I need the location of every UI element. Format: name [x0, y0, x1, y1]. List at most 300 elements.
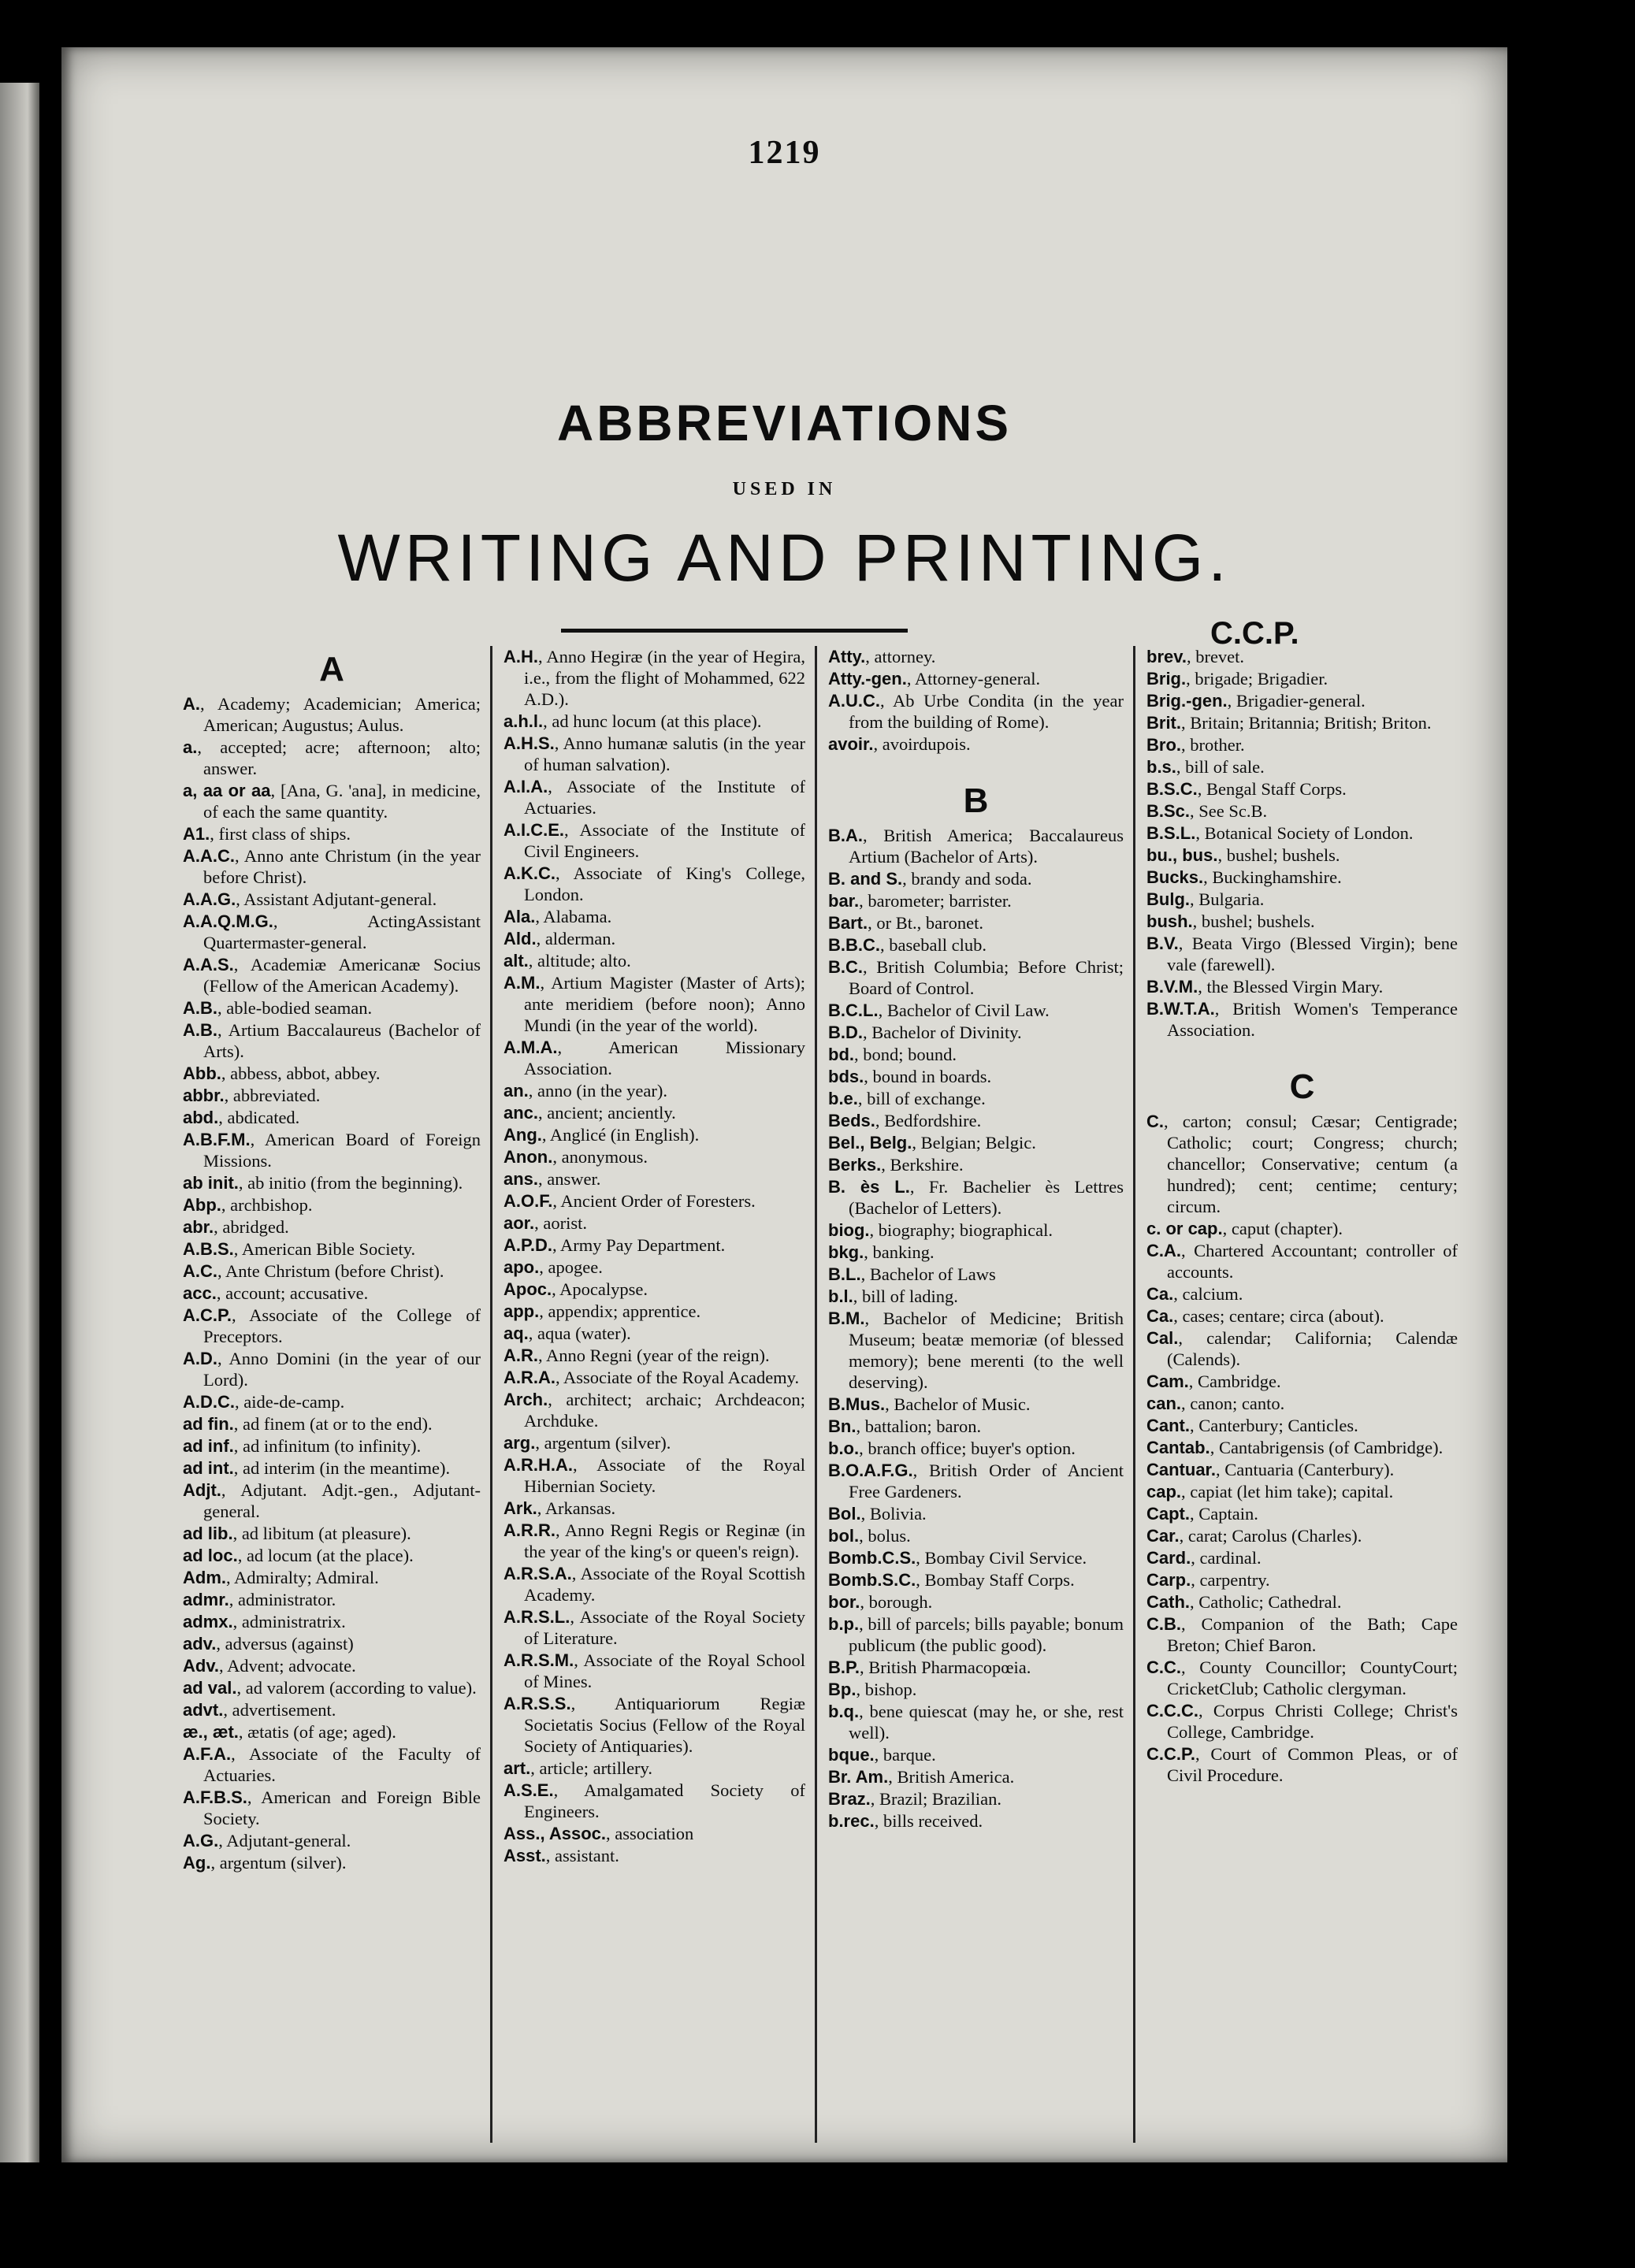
abbreviation-definition: Anno Regni (year of the reign). [546, 1346, 770, 1365]
abbreviation-term: a, aa or aa [183, 781, 271, 800]
abbreviation-entry: A.K.C., Associate of King's College, London. [504, 863, 806, 904]
abbreviation-definition: Bengal Staff Corps. [1206, 779, 1347, 799]
abbreviation-entry: A.O.F., Ancient Order of Foresters. [504, 1191, 756, 1211]
abbreviation-entry: B.A., British America; Baccalaureus Artium (Bachelor of Arts). [828, 826, 1124, 867]
abbreviation-term: B.S.C. [1146, 779, 1198, 799]
abbreviation-entry: Bulg., Bulgaria. [1146, 889, 1265, 909]
abbreviation-definition: British Pharmacopœia. [868, 1657, 1031, 1677]
abbreviation-definition: first class of ships. [218, 824, 351, 844]
abbreviation-definition: article; artillery. [539, 1758, 652, 1778]
abbreviation-term: a. [183, 737, 198, 757]
abbreviation-term: Brig.-gen. [1146, 691, 1228, 711]
abbreviation-definition: Corpus Christi College; Christ's College, Cambridge. [1167, 1701, 1458, 1742]
abbreviation-entry: B.S.L., Botanical Society of London. [1146, 823, 1414, 843]
abbreviation-entry: B.B.C., baseball club. [828, 935, 987, 955]
abbreviation-term: aor. [504, 1213, 535, 1233]
abbreviation-entry: Beds., Bedfordshire. [828, 1111, 982, 1130]
abbreviation-entry: Bn., battalion; baron. [828, 1416, 982, 1436]
abbreviation-definition: Bolivia. [869, 1504, 927, 1524]
abbreviation-definition: Ancient Order of Foresters. [560, 1191, 756, 1211]
abbreviation-term: B.A. [828, 826, 863, 845]
abbreviation-definition: Associate of the Royal Scottish Academy. [524, 1564, 805, 1605]
abbreviation-definition: bill of parcels; bills payable; bonum publicum (the public good). [849, 1614, 1124, 1655]
abbreviation-definition: Anno ante Christum (in the year before Christ). [203, 846, 481, 887]
abbreviation-term: A.I.C.E. [504, 820, 565, 840]
abbreviation-definition: account; accusative. [225, 1283, 369, 1303]
abbreviation-definition: carton; consul; Cæsar; Centigrade; Catholic; court; Congress; church; chancellor; Conservative; centum (a hundred); cent; centime; century; circum. [1167, 1112, 1458, 1216]
abbreviation-entry: Card., cardinal. [1146, 1548, 1262, 1568]
abbreviation-term: A.U.C. [828, 691, 880, 711]
abbreviation-term: A.K.C. [504, 863, 556, 883]
abbreviation-entry: abd., abdicated. [183, 1108, 300, 1127]
abbreviation-term: A.A.Q.M.G. [183, 911, 273, 931]
title-abbreviations: ABBREVIATIONS [556, 395, 1013, 451]
abbreviation-entry: A.G., Adjutant-general. [183, 1831, 351, 1850]
abbreviation-definition: adversus (against) [225, 1634, 354, 1654]
abbreviation-term: avoir. [828, 734, 874, 754]
abbreviation-entry: C.A., Chartered Accountant; controller of accounts. [1146, 1241, 1458, 1282]
abbreviation-definition: Anglicé (in English). [549, 1125, 700, 1145]
abbreviation-term: b.q. [828, 1702, 860, 1721]
abbreviation-term: Berks. [828, 1155, 882, 1175]
entry-list [1146, 1111, 1458, 1786]
abbreviation-definition: brigade; Brigadier. [1195, 669, 1328, 689]
abbreviation-entry: bque., barque. [828, 1745, 936, 1765]
abbreviation-definition: Associate of the Institute of Actuaries. [524, 777, 805, 818]
abbreviation-term: ad loc. [183, 1546, 238, 1565]
abbreviation-entry: Bp., bishop. [828, 1680, 917, 1699]
abbreviation-term: A.R.S.S. [504, 1694, 571, 1713]
abbreviation-entry: A.A.G., Assistant Adjutant-general. [183, 889, 437, 909]
abbreviation-term: ad int. [183, 1458, 234, 1478]
abbreviation-definition: Beata Virgo (Blessed Virgin); bene vale (farewell). [1167, 934, 1458, 974]
abbreviation-term: B.C.L. [828, 1000, 879, 1020]
abbreviation-entry: abr., abridged. [183, 1217, 289, 1237]
abbreviation-term: Braz. [828, 1789, 871, 1809]
abbreviation-term: Carp. [1146, 1570, 1191, 1590]
abbreviation-entry: b.rec., bills received. [828, 1811, 983, 1831]
abbreviation-entry: B.Sc., See Sc.B. [1146, 801, 1268, 821]
abbreviation-term: Bp. [828, 1680, 857, 1699]
abbreviation-entry: a.h.l., ad hunc locum (at this place). [504, 711, 762, 731]
abbreviation-entry: B. and S., brandy and soda. [828, 869, 1032, 889]
abbreviation-entry: bush., bushel; bushels. [1146, 911, 1315, 931]
abbreviation-term: A.I.A. [504, 777, 548, 796]
abbreviation-entry: Bro., brother. [1146, 735, 1245, 755]
abbreviation-entry: brev., brevet. [1146, 647, 1245, 666]
abbreviation-term: B.Mus. [828, 1394, 886, 1414]
abbreviation-definition: bushel; bushels. [1226, 845, 1340, 865]
abbreviation-term: Bol. [828, 1504, 861, 1524]
abbreviation-term: C.C.P. [1146, 1744, 1195, 1764]
abbreviation-entry: b.l., bill of lading. [828, 1286, 958, 1306]
abbreviation-term: b.p. [828, 1614, 860, 1634]
abbreviation-entry: aor., aorist. [504, 1213, 588, 1233]
abbreviation-entry: ad int., ad interim (in the meantime). [183, 1458, 451, 1478]
abbreviation-definition: Buckinghamshire. [1212, 867, 1342, 887]
page-number: 1219 [748, 135, 821, 171]
entry-list [183, 693, 481, 1873]
abbreviation-definition: Botanical Society of London. [1204, 823, 1414, 843]
abbreviation-entry: A.A.C., Anno ante Christum (in the year before Christ). [183, 846, 481, 887]
abbreviation-entry: Ca., calcium. [1146, 1284, 1243, 1304]
abbreviation-entry: A.R., Anno Regni (year of the reign). [504, 1346, 770, 1365]
abbreviation-definition: anonymous. [561, 1147, 648, 1167]
abbreviation-definition: calcium. [1182, 1284, 1243, 1304]
abbreviation-entry: A.S.E., Amalgamated Society of Engineers. [504, 1780, 805, 1821]
abbreviation-entry: art., article; artillery. [504, 1758, 652, 1778]
abbreviation-definition: carpentry. [1199, 1570, 1270, 1590]
abbreviation-entry: Apoc., Apocalypse. [504, 1279, 648, 1299]
abbreviation-term: bol. [828, 1526, 860, 1546]
abbreviation-term: aq. [504, 1323, 529, 1343]
abbreviation-definition: architect; archaic; Archdeacon; Archduke. [524, 1390, 805, 1431]
abbreviation-term: A.O.F. [504, 1191, 553, 1211]
abbreviation-term: bush. [1146, 911, 1193, 931]
abbreviation-entry: A.R.S.L., Associate of the Royal Society of Literature. [504, 1607, 805, 1648]
abbreviation-term: ab init. [183, 1173, 239, 1193]
abbreviation-definition: bill of exchange. [867, 1089, 986, 1108]
abbreviation-definition: ad interim (in the meantime). [243, 1458, 451, 1478]
abbreviation-entry: can., canon; canto. [1146, 1394, 1285, 1413]
abbreviation-entry: A.R.S.S., Antiquariorum Regiæ Societatis Socius (Fellow of the Royal Society of Antiquaries). [504, 1694, 806, 1756]
abbreviation-entry: adv., adversus (against) [183, 1634, 354, 1654]
abbreviation-entry: A.H.S., Anno humanæ salutis (in the year of human salvation). [504, 733, 805, 774]
abbreviation-definition: abbess, abbot, abbey. [230, 1063, 381, 1083]
abbreviation-entry: biog., biography; biographical. [828, 1220, 1053, 1240]
abbreviation-definition: Canterbury; Canticles. [1198, 1416, 1358, 1435]
abbreviation-entry: Atty., attorney. [828, 647, 936, 666]
abbreviation-term: Anon. [504, 1147, 553, 1167]
abbreviation-definition: cases; centare; circa (about). [1182, 1306, 1384, 1326]
abbreviation-definition: Associate of the Faculty of Actuaries. [203, 1744, 481, 1785]
abbreviation-term: Bn. [828, 1416, 857, 1436]
abbreviation-definition: Bachelor of Laws [869, 1264, 996, 1284]
abbreviation-term: art. [504, 1758, 531, 1778]
abbreviation-term: an. [504, 1081, 529, 1101]
abbreviation-definition: bond; bound. [863, 1045, 957, 1064]
abbreviation-definition: argentum (silver). [219, 1853, 347, 1873]
section-heading-c: C [1289, 1067, 1315, 1106]
abbreviation-definition: Anno Regni Regis or Reginæ (in the year of the king's or queen's reign). [524, 1520, 805, 1561]
abbreviation-entry: A.I.A., Associate of the Institute of Actuaries. [504, 777, 805, 818]
abbreviation-term: bque. [828, 1745, 875, 1765]
abbreviation-definition: banking. [872, 1242, 935, 1262]
abbreviation-definition: Associate of the Royal Hibernian Society. [524, 1455, 806, 1496]
abbreviation-definition: bolus. [868, 1526, 911, 1546]
abbreviation-definition: American Bible Society. [241, 1239, 416, 1259]
abbreviation-term: A.R.S.L. [504, 1607, 570, 1627]
abbreviation-term: Atty.-gen. [828, 669, 907, 689]
abbreviation-term: Bel., Belg. [828, 1133, 912, 1153]
abbreviation-definition: Adjutant-general. [226, 1831, 351, 1850]
abbreviation-entry: A.R.S.M., Associate of the Royal School of Mines. [504, 1650, 806, 1691]
abbreviation-definition: association [615, 1824, 694, 1843]
abbreviation-entry: B.S.C., Bengal Staff Corps. [1146, 779, 1347, 799]
book-page [61, 47, 1507, 2162]
abbreviation-entry: b.p., bill of parcels; bills payable; bonum publicum (the public good). [828, 1614, 1124, 1655]
abbreviation-term: acc. [183, 1283, 217, 1303]
abbreviation-entry: Capt., Captain. [1146, 1504, 1258, 1524]
abbreviation-term: Car. [1146, 1526, 1180, 1546]
abbreviation-definition: aqua (water). [537, 1323, 631, 1343]
abbreviation-term: A.M. [504, 973, 541, 993]
abbreviation-term: C.B. [1146, 1614, 1181, 1634]
abbreviation-definition: bishop. [864, 1680, 917, 1699]
abbreviation-term: can. [1146, 1394, 1182, 1413]
abbreviation-term: b.s. [1146, 757, 1176, 777]
abbreviation-term: Apoc. [504, 1279, 552, 1299]
abbreviation-entry: B. ès L., Fr. Bachelier ès Lettres (Bachelor of Letters). [828, 1177, 1124, 1218]
abbreviation-term: A.D.C. [183, 1392, 235, 1412]
abbreviation-term: Bro. [1146, 735, 1181, 755]
abbreviation-entry: Anon., anonymous. [504, 1147, 648, 1167]
abbreviation-entry: Cal., calendar; California; Calendæ (Calends). [1146, 1328, 1458, 1369]
abbreviation-definition: Associate of the Royal School of Mines. [524, 1650, 806, 1691]
abbreviation-entry: B.M., Bachelor of Medicine; British Museum; beatæ memoriæ (of blessed memory); bene merenti (to the well deserving). [828, 1308, 1124, 1392]
abbreviation-term: Ass., Assoc. [504, 1824, 607, 1843]
abbreviation-definition: biography; biographical. [878, 1220, 1053, 1240]
abbreviation-entry: Bel., Belg., Belgian; Belgic. [828, 1133, 1036, 1153]
abbreviation-term: B. ès L. [828, 1177, 910, 1197]
abbreviation-definition: Associate of King's College, London. [524, 863, 806, 904]
abbreviation-term: biog. [828, 1220, 870, 1240]
abbreviation-term: æ., æt. [183, 1722, 239, 1742]
abbreviation-entry: alt., altitude; alto. [504, 951, 631, 971]
abbreviation-entry: Bucks., Buckinghamshire. [1146, 867, 1342, 887]
abbreviation-definition: Cambridge. [1198, 1372, 1281, 1391]
abbreviation-definition: Academiæ Americanæ Socius (Fellow of the American Academy). [203, 955, 481, 996]
abbreviation-definition: Bulgaria. [1198, 889, 1265, 909]
abbreviation-definition: Captain. [1198, 1504, 1258, 1524]
abbreviation-term: app. [504, 1301, 540, 1321]
abbreviation-definition: ætatis (of age; aged). [247, 1722, 396, 1742]
abbreviation-term: A.H. [504, 647, 538, 666]
abbreviation-term: abbr. [183, 1086, 225, 1105]
abbreviation-entry: Carp., carpentry. [1146, 1570, 1270, 1590]
entry-list [1146, 646, 1458, 1041]
abbreviation-definition: brother. [1190, 735, 1245, 755]
abbreviation-term: A. [183, 694, 200, 714]
abbreviation-entry: arg., argentum (silver). [504, 1433, 671, 1453]
abbreviation-definition: Cantabrigensis (of Cambridge). [1218, 1438, 1444, 1457]
abbreviation-entry: Cath., Catholic; Cathedral. [1146, 1592, 1342, 1612]
abbreviation-term: Brit. [1146, 713, 1181, 733]
abbreviation-term: C.A. [1146, 1241, 1181, 1260]
abbreviation-entry: abbr., abbreviated. [183, 1086, 321, 1105]
abbreviation-term: Adm. [183, 1568, 226, 1587]
abbreviation-definition: Adjutant. Adjt.-gen., Adjutant-general. [203, 1480, 481, 1521]
abbreviation-definition: Bedfordshire. [884, 1111, 982, 1130]
abbreviation-term: Brig. [1146, 669, 1187, 689]
abbreviation-definition: Bachelor of Civil Law. [886, 1000, 1050, 1020]
abbreviation-term: C.C. [1146, 1657, 1181, 1677]
abbreviation-definition: British America; Baccalaureus Artium (Bachelor of Arts). [849, 826, 1124, 867]
abbreviation-definition: argentum (silver). [544, 1433, 671, 1453]
abbreviation-definition: Berkshire. [890, 1155, 964, 1175]
abbreviation-entry: Adv., Advent; advocate. [183, 1656, 356, 1676]
abbreviation-definition: ad locum (at the place). [246, 1546, 414, 1565]
abbreviation-definition: attorney. [874, 647, 936, 666]
abbreviation-entry: B.V.M., the Blessed Virgin Mary. [1146, 977, 1384, 997]
abbreviation-entry: c. or cap., caput (chapter). [1146, 1219, 1343, 1238]
abbreviation-definition: Associate of the Royal Academy. [563, 1368, 800, 1387]
abbreviation-term: A.C.P. [183, 1305, 232, 1325]
abbreviation-entry: cap., capiat (let him take); capital. [1146, 1482, 1394, 1501]
abbreviation-definition: Companion of the Bath; Cape Breton; Chief Baron. [1167, 1614, 1458, 1655]
abbreviation-term: bor. [828, 1592, 860, 1612]
abbreviation-definition: Catholic; Cathedral. [1198, 1592, 1342, 1612]
abbreviation-term: A.R.S.A. [504, 1564, 572, 1583]
abbreviation-entry: aq., aqua (water). [504, 1323, 631, 1343]
abbreviation-definition: bill of sale. [1185, 757, 1265, 777]
abbreviation-entry: b.q., bene quiescat (may he, or she, rest well). [828, 1702, 1124, 1743]
abbreviation-definition: Arkansas. [544, 1498, 616, 1518]
abbreviation-term: Ca. [1146, 1306, 1174, 1326]
abbreviation-entry: an., anno (in the year). [504, 1081, 667, 1101]
abbreviation-entry: A.R.S.A., Associate of the Royal Scottish Academy. [504, 1564, 805, 1605]
abbreviation-term: C.C.C. [1146, 1701, 1198, 1720]
abbreviation-term: admx. [183, 1612, 233, 1631]
abbreviation-definition: Advent; advocate. [227, 1656, 356, 1676]
abbreviation-definition: brevet. [1195, 647, 1245, 666]
abbreviation-definition: British Order of Ancient Free Gardeners. [849, 1461, 1124, 1501]
abbreviation-definition: aorist. [543, 1213, 588, 1233]
abbreviation-term: B.O.A.F.G. [828, 1461, 913, 1480]
abbreviation-term: advt. [183, 1700, 224, 1720]
abbreviation-term: Ala. [504, 907, 536, 926]
abbreviation-term: adv. [183, 1634, 217, 1654]
abbreviation-entry: B.L., Bachelor of Laws [828, 1264, 996, 1284]
abbreviation-entry: anc., ancient; anciently. [504, 1103, 676, 1123]
abbreviation-entry: B.D., Bachelor of Divinity. [828, 1023, 1022, 1042]
title-writing-and-printing: WRITING AND PRINTING. [337, 521, 1232, 595]
abbreviation-term: Adv. [183, 1656, 220, 1676]
abbreviation-entry: A.P.D., Army Pay Department. [504, 1235, 726, 1255]
signature-mark: C.C.P. [1210, 616, 1299, 651]
entry-list [504, 646, 805, 1866]
abbreviation-definition: British Women's Temperance Association. [1167, 999, 1458, 1040]
abbreviation-definition: Artium Magister (Master of Arts); ante meridiem (before noon); Anno Mundi (in the year of the world). [524, 973, 805, 1035]
abbreviation-definition: See Sc.B. [1198, 801, 1268, 821]
abbreviation-entry: Bol., Bolivia. [828, 1504, 927, 1524]
abbreviation-definition: brandy and soda. [911, 869, 1032, 889]
abbreviation-entry: A.D.C., aide-de-camp. [183, 1392, 345, 1412]
abbreviation-definition: bill of lading. [862, 1286, 958, 1306]
entry-list [828, 646, 1124, 755]
abbreviation-definition: apogee. [548, 1257, 603, 1277]
abbreviation-term: Ald. [504, 929, 537, 948]
abbreviation-entry: b.s., bill of sale. [1146, 757, 1265, 777]
column-1 [172, 646, 487, 2143]
entry-list [828, 825, 1124, 1832]
abbreviation-definition: Bombay Civil Service. [924, 1548, 1087, 1568]
abbreviation-definition: Artium Baccalaureus (Bachelor of Arts). [203, 1020, 481, 1061]
abbreviation-definition: appendix; apprentice. [548, 1301, 701, 1321]
abbreviation-definition: ad valorem (according to value). [245, 1678, 477, 1698]
abbreviation-term: Cant. [1146, 1416, 1190, 1435]
abbreviation-term: abd. [183, 1108, 219, 1127]
abbreviation-definition: accepted; acre; afternoon; alto; answer. [203, 737, 481, 778]
abbreviation-definition: Army Pay Department. [559, 1235, 726, 1255]
abbreviation-entry: A.A.S., Academiæ Americanæ Socius (Fellow of the American Academy). [183, 955, 481, 996]
abbreviation-term: Adjt. [183, 1480, 221, 1500]
abbreviation-term: Arch. [504, 1390, 548, 1409]
abbreviation-entry: Ca., cases; centare; circa (about). [1146, 1306, 1384, 1326]
abbreviation-entry: A.B.F.M., American Board of Foreign Missions. [183, 1130, 481, 1171]
abbreviation-definition: Associate of the Royal Society of Literature. [524, 1607, 805, 1648]
abbreviation-term: A.C. [183, 1261, 217, 1281]
abbreviation-term: Ca. [1146, 1284, 1174, 1304]
abbreviation-entry: A.F.B.S., American and Foreign Bible Society. [183, 1787, 481, 1828]
abbreviation-term: Bomb.C.S. [828, 1548, 916, 1568]
abbreviation-term: A.H.S. [504, 733, 555, 753]
abbreviation-definition: Bachelor of Medicine; British Museum; beatæ memoriæ (of blessed memory); bene merenti (to the well deserving). [849, 1308, 1124, 1392]
abbreviation-definition: aide-de-camp. [243, 1392, 345, 1412]
abbreviation-term: A.G. [183, 1831, 219, 1850]
title-rule [561, 629, 908, 633]
abbreviation-entry: advt., advertisement. [183, 1700, 336, 1720]
abbreviation-term: ad inf. [183, 1436, 234, 1456]
abbreviation-term: apo. [504, 1257, 540, 1277]
abbreviation-term: Bulg. [1146, 889, 1190, 909]
abbreviation-term: A.B. [183, 1020, 217, 1040]
abbreviation-term: b.rec. [828, 1811, 875, 1831]
abbreviation-entry: bds., bound in boards. [828, 1067, 992, 1086]
abbreviation-entry: admr., administrator. [183, 1590, 336, 1609]
abbreviation-definition: Ante Christum (before Christ). [225, 1261, 444, 1281]
abbreviation-definition: canon; canto. [1190, 1394, 1285, 1413]
abbreviation-entry: a, aa or aa, [Ana, G. 'ana], in medicine, of each the same quantity. [183, 781, 481, 822]
abbreviation-term: bds. [828, 1067, 864, 1086]
abbreviation-entry: A.B., able-bodied seaman. [183, 998, 373, 1018]
abbreviation-definition: borough. [868, 1592, 933, 1612]
abbreviation-entry: C.C., County Councillor; CountyCourt; CricketClub; Catholic clergyman. [1146, 1657, 1458, 1698]
abbreviation-term: Cantuar. [1146, 1460, 1217, 1479]
abbreviation-entry: A.M., Artium Magister (Master of Arts); ante meridiem (before noon); Anno Mundi (in the year of the world). [504, 973, 805, 1035]
abbreviation-entry: Brit., Britain; Britannia; British; Briton. [1146, 713, 1432, 733]
abbreviation-definition: Anno humanæ salutis (in the year of human salvation). [524, 733, 805, 774]
abbreviation-entry: A.R.A., Associate of the Royal Academy. [504, 1368, 800, 1387]
abbreviation-term: Br. Am. [828, 1767, 889, 1787]
abbreviation-entry: ad inf., ad infinitum (to infinity). [183, 1436, 422, 1456]
abbreviation-definition: Brigadier-general. [1236, 691, 1366, 711]
abbreviation-definition: Chartered Accountant; controller of accounts. [1167, 1241, 1458, 1282]
abbreviation-definition: bushel; bushels. [1201, 911, 1315, 931]
abbreviation-definition: Associate of the College of Preceptors. [203, 1305, 481, 1346]
abbreviation-entry: b.e., bill of exchange. [828, 1089, 986, 1108]
abbreviation-entry: ad val., ad valorem (according to value). [183, 1678, 477, 1698]
abbreviation-entry: Bart., or Bt., baronet. [828, 913, 983, 933]
abbreviation-entry: Braz., Brazil; Brazilian. [828, 1789, 1001, 1809]
abbreviation-entry: A.H., Anno Hegiræ (in the year of Hegira, i.e., from the flight of Mohammed, 622 A.D.). [504, 647, 805, 709]
abbreviation-entry: bol., bolus. [828, 1526, 911, 1546]
abbreviation-definition: Fr. Bachelier ès Lettres (Bachelor of Letters). [849, 1177, 1124, 1218]
abbreviation-entry: bd., bond; bound. [828, 1045, 957, 1064]
abbreviation-entry: C.C.C., Corpus Christi College; Christ's College, Cambridge. [1146, 1701, 1458, 1742]
abbreviation-entry: C.C.P., Court of Common Pleas, or of Civil Procedure. [1146, 1744, 1458, 1785]
abbreviation-definition: Antiquariorum Regiæ Societatis Socius (Fellow of the Royal Society of Antiquaries). [524, 1694, 806, 1756]
abbreviation-definition: Brazil; Brazilian. [879, 1789, 1001, 1809]
abbreviation-definition: Attorney-general. [914, 669, 1041, 689]
abbreviation-term: ad fin. [183, 1414, 234, 1434]
abbreviation-definition: Belgian; Belgic. [920, 1133, 1036, 1153]
abbreviation-entry: ad loc., ad locum (at the place). [183, 1546, 414, 1565]
abbreviation-term: B.W.T.A. [1146, 999, 1215, 1019]
abbreviation-entry: bar., barometer; barrister. [828, 891, 1012, 911]
abbreviation-definition: Ab Urbe Condita (in the year from the building of Rome). [849, 691, 1124, 732]
abbreviation-definition: ancient; anciently. [547, 1103, 676, 1123]
